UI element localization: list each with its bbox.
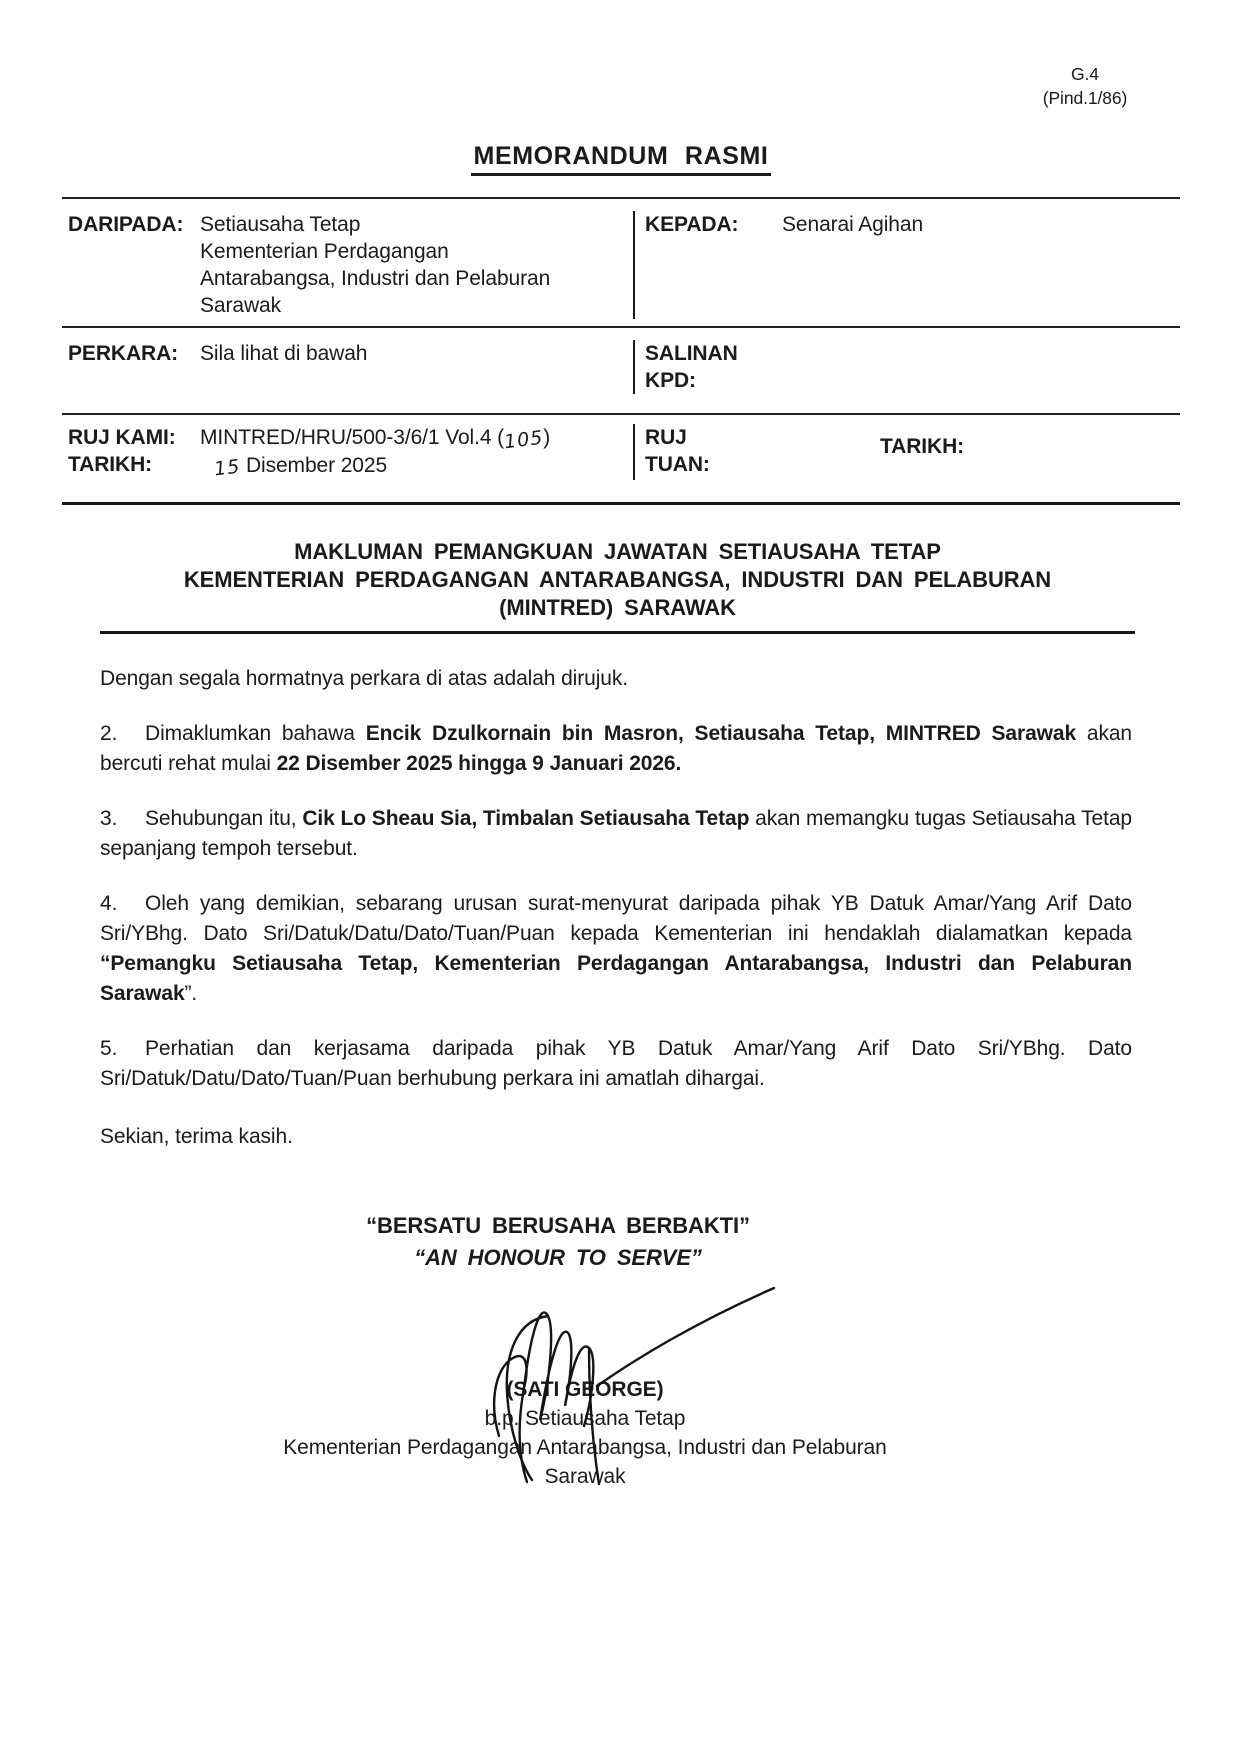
memo-body	[100, 664, 1132, 1152]
kepada-label: KEPADA:	[645, 213, 739, 236]
paragraph-number: 2.	[100, 722, 118, 745]
salinan-label-line: SALINAN	[645, 342, 738, 365]
cell-kepada	[633, 211, 1180, 319]
memo-title: MEMORANDUM RASMI	[471, 142, 772, 176]
paragraph-text: akan memangku tugas Setiausaha Tetap sepanjang tempoh tersebut.	[100, 807, 1132, 860]
paragraph-2	[100, 719, 1132, 779]
paragraph-text-bold: Encik Dzulkornain bin Masron, Setiausaha Tetap, MINTRED Sarawak	[365, 722, 1077, 745]
tarikh-kami-label: TARIKH:	[68, 453, 153, 476]
paragraph-text: Sehubungan itu,	[145, 807, 303, 830]
paragraph-number: 5.	[100, 1037, 118, 1060]
daripada-line: Setiausaha Tetap	[200, 213, 361, 236]
form-revision: (Pind.1/86)	[1042, 88, 1128, 108]
ruj-kami-close-paren: )	[543, 426, 551, 449]
salinan-kpd-value	[782, 340, 1180, 394]
subject-line-3: (MINTRED) SARAWAK	[499, 595, 736, 620]
ruj-tuan-label-line: TUAN:	[645, 453, 710, 476]
daripada-label: DARIPADA:	[68, 213, 184, 236]
perkara-value: Sila lihat di bawah	[200, 342, 368, 365]
motto-line-2: “AN HONOUR TO SERVE”	[414, 1245, 702, 1270]
title-wrap	[62, 142, 1180, 176]
paragraph-text: Oleh yang demikian, sebarang urusan surat-menyurat daripada pihak YB Datuk Amar/Yang Arif Dato Sri/YBhg. Dato Sri/Datuk/Datu/Dato/Tuan/Puan kepada Kementerian ini hendaklah dialamatkan kepada	[100, 892, 1132, 945]
closing-line: Sekian, terima kasih.	[100, 1125, 293, 1148]
paragraph-number: 4.	[100, 892, 118, 915]
paragraph-text: Perhatian dan kerjasama daripada pihak YB Datuk Amar/Yang Arif Dato Sri/YBhg. Dato Sri/Datuk/Datu/Dato/Tuan/Puan berhubung perkara ini amatlah dihargai.	[100, 1037, 1132, 1090]
tarikh-kami-value	[200, 452, 633, 480]
motto-line-1: “BERSATU BERUSAHA BERBAKTI”	[366, 1213, 750, 1238]
form-code: G.4	[1071, 64, 1099, 84]
cell-daripada	[62, 211, 633, 319]
paragraph-text-bold: “Pemangku Setiausaha Tetap, Kementerian Perdagangan Antarabangsa, Industri dan Pelaburan Sarawak	[100, 952, 1132, 1005]
signature-block	[69, 1274, 1101, 1491]
ruj-tuan-label-line: RUJ	[645, 426, 687, 449]
paragraph-5	[100, 1034, 1132, 1094]
cell-ruj-kami	[62, 424, 633, 480]
subject-line-1: MAKLUMAN PEMANGKUAN JAWATAN SETIAUSAHA TETAP	[294, 539, 941, 564]
signatory-name: (SATI GEORGE)	[506, 1378, 664, 1401]
cell-ruj-tuan	[633, 424, 1180, 480]
subject-line-2: KEMENTERIAN PERDAGANGAN ANTARABANGSA, INDUSTRI DAN PELABURAN	[183, 567, 1052, 592]
salutation-paragraph: Dengan segala hormatnya perkara di atas adalah dirujuk.	[100, 667, 629, 690]
salinan-kpd-label	[645, 340, 782, 394]
daripada-line: Antarabangsa, Industri dan Pelaburan	[200, 267, 551, 290]
daripada-line: Sarawak	[200, 294, 282, 317]
signatory-org-line-2: Sarawak	[544, 1465, 626, 1488]
salinan-label-line: KPD:	[645, 369, 696, 392]
kepada-value: Senarai Agihan	[782, 213, 924, 236]
paragraph-text: Dimaklumkan bahawa	[145, 722, 366, 745]
paragraph-text: ”.	[184, 982, 198, 1005]
paragraph-text-bold: 22 Disember 2025 hingga 9 Januari 2026.	[276, 752, 682, 775]
ruj-tuan-label	[645, 424, 782, 480]
ruj-kami-value	[200, 424, 633, 452]
paragraph-number: 3.	[100, 807, 118, 830]
ruj-kami-tarikh-labels	[68, 424, 200, 480]
signatory-on-behalf: b.p. Setiausaha Tetap	[484, 1407, 686, 1430]
table-row-daripada-kepada	[62, 199, 1180, 326]
daripada-line: Kementerian Perdagangan	[200, 240, 449, 263]
handwritten-day: 15	[212, 455, 242, 481]
signature-space	[69, 1274, 1101, 1375]
ruj-kami-label: RUJ KAMI:	[68, 426, 176, 449]
cell-perkara	[62, 340, 633, 394]
tarikh-month-year: Disember 2025	[245, 454, 388, 477]
ruj-kami-tarikh-values	[200, 424, 633, 480]
cell-salinan-kpd	[633, 340, 1180, 394]
motto-block	[42, 1210, 1074, 1274]
paragraph-text: akan bercuti rehat mulai	[100, 722, 1132, 775]
memo-header-table	[62, 197, 1180, 505]
form-code-block	[1000, 62, 1170, 110]
handwritten-serial-number: 105	[503, 426, 545, 454]
ruj-kami-reference: MINTRED/HRU/500-3/6/1 Vol.4 (	[200, 426, 505, 449]
paragraph-text-bold: Cik Lo Sheau Sia, Timbalan Setiausaha Tetap	[302, 807, 750, 830]
table-row-ruj-tarikh	[62, 413, 1180, 502]
paragraph-4	[100, 889, 1132, 1009]
table-row-perkara-salinan	[62, 326, 1180, 413]
signatory-org-line-1: Kementerian Perdagangan Antarabangsa, Industri dan Pelaburan	[283, 1436, 887, 1459]
perkara-label: PERKARA:	[68, 342, 179, 365]
paragraph-3	[100, 804, 1132, 864]
subject-heading	[100, 538, 1135, 634]
daripada-value	[200, 211, 633, 319]
tarikh-tuan-label: TARIKH:	[880, 435, 965, 458]
